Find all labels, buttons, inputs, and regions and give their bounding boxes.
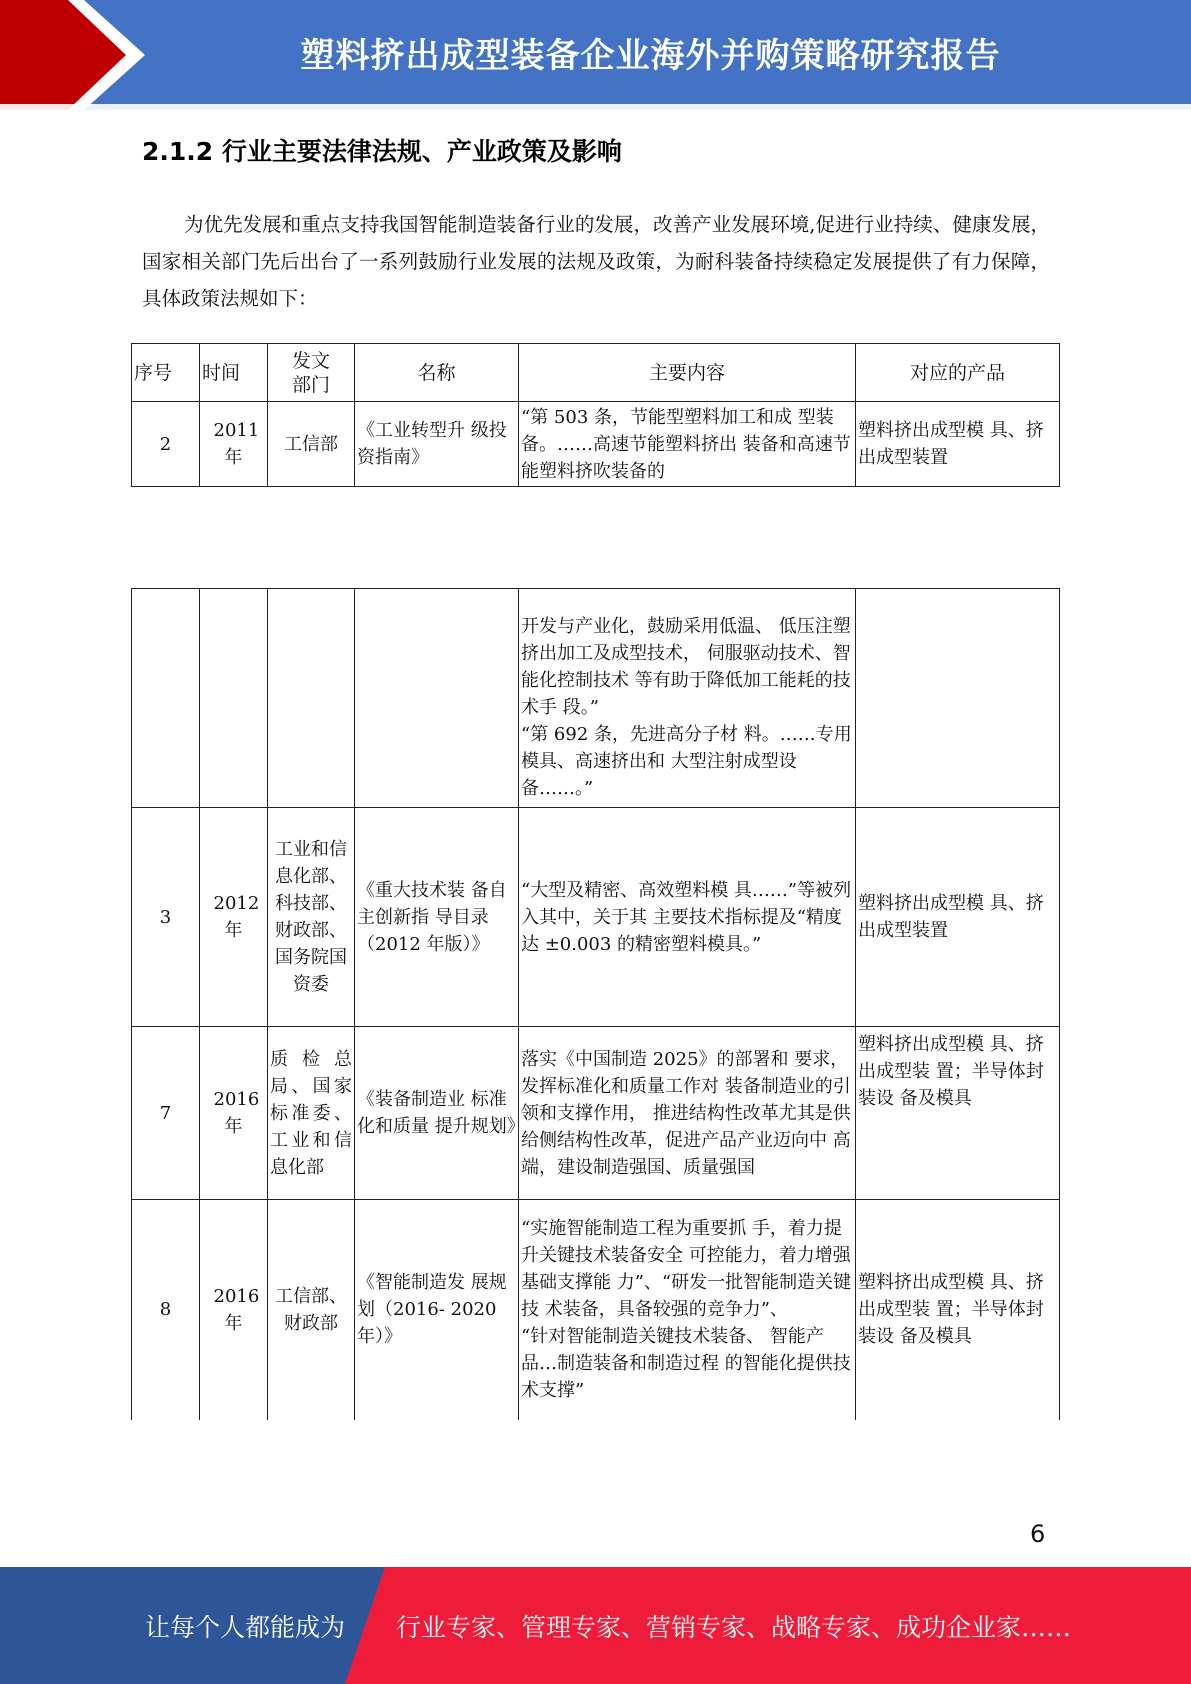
cell-time-text: 2011年 [213, 420, 260, 468]
header-content: 主要内容 [519, 344, 856, 402]
footer-slogan-left: 让每个人都能成为 [145, 1612, 346, 1642]
cell-name: 《智能制造发 展规划（2016- 2020 年）》 [355, 1200, 519, 1420]
cell-time-text: 2016年 [213, 1285, 260, 1334]
cell-no: 7 [132, 1027, 200, 1200]
cell-name: 《装备制造业 标准化和质量 提升规划》 [355, 1027, 519, 1200]
cell-dept: 质检总局、国家标准委、工业和信 息化部 [268, 1027, 355, 1200]
cell-time [200, 589, 268, 808]
cell-no [132, 589, 200, 808]
cell-content: 开发与产业化，鼓励采用低温、 低压注塑挤出加工及成型技术， 伺服驱动技术、智能化控制技术 等有助于降低加工能耗的技术手 段。” “第 692 条，先进高分子材 料。……专用模具、高速挤出和 大型注射成型设备……。” [519, 589, 856, 808]
table-row [132, 402, 1060, 487]
header-no: 序号 [132, 344, 200, 402]
cell-time [200, 1027, 268, 1200]
header-time: 时间 [200, 344, 268, 402]
cell-product: 塑料挤出成型模 具、挤出成型装 置；半导体封装设 备及模具 [856, 1200, 1060, 1420]
cell-name [355, 589, 519, 808]
section-heading: 2.1.2 行业主要法律法规、产业政策及影响 [142, 137, 622, 166]
cell-no: 3 [132, 808, 200, 1027]
cell-content: “大型及精密、高效塑料模 具……”等被列入其中，关于其 主要技术指标提及“精度达 ±0.003 的精密塑料模具。” [519, 808, 856, 1027]
cell-name: 《重大技术装 备自主创新指 导目录（2012 年版）》 [355, 808, 519, 1027]
cell-time [200, 1200, 268, 1420]
cell-product: 塑料挤出成型模 具、挤出成型装置 [856, 808, 1060, 1027]
cell-product: 塑料挤出成型模 具、挤出成型装置 [856, 402, 1060, 487]
cell-time-text: 2012年 [213, 893, 260, 941]
report-title: 塑料挤出成型装备企业海外并购策略研究报告 [300, 35, 1001, 76]
cell-dept: 工信部 [268, 402, 355, 487]
cell-content: “第 503 条，节能型塑料加工和成 型装备。……高速节能塑料挤出 装备和高速节能塑料挤吹装备的 [519, 402, 856, 487]
cell-time-text: 2016年 [213, 1089, 260, 1137]
report-footer [0, 1567, 1191, 1684]
cell-time [200, 402, 268, 487]
table-row [132, 1200, 1060, 1420]
table-row [132, 808, 1060, 1027]
table-row [132, 1027, 1060, 1200]
header-dept [268, 344, 355, 402]
cell-content: “实施智能制造工程为重要抓 手，着力提升关键技术装备安全 可控能力，着力增强基础支撑能 力”、“研发一批智能制造关键技 术装备，具备较强的竞争力”、 “针对智能制造关键技术装备、 智能产品…制造装备和制造过程 的智能化提供技术支撑” [519, 1200, 856, 1420]
header-dept-text: 发文部门 [291, 349, 330, 396]
cell-product: 塑料挤出成型模 具、挤出成型装 置；半导体封装设 备及模具 [856, 1027, 1060, 1200]
page-number: 6 [1030, 1520, 1046, 1548]
cell-content: 落实《中国制造 2025》的部署和 要求，发挥标准化和质量工作对 装备制造业的引领和支撑作用， 推进结构性改革尤其是供给侧结构性改革，促进产品产业迈向中 高端，建设制造强国、质量强国 [519, 1027, 856, 1200]
cell-dept: 工信部、财政部 [268, 1200, 355, 1420]
policy-table-part-2 [131, 588, 1060, 1420]
cell-product [856, 589, 1060, 808]
footer-slogan-right: 行业专家、管理专家、营销专家、战略专家、成功企业家…… [396, 1612, 1072, 1642]
report-header [0, 0, 1191, 110]
cell-dept: 工业和信息化部、科技部、财政部、国务院国资委 [268, 808, 355, 1027]
header-product: 对应的产品 [856, 344, 1060, 402]
cell-no: 8 [132, 1200, 200, 1420]
cell-dept [268, 589, 355, 808]
table-header-row [132, 344, 1060, 402]
table-row [132, 589, 1060, 808]
cell-name: 《工业转型升 级投资指南》 [355, 402, 519, 487]
policy-table-part-1 [131, 343, 1060, 487]
cell-no: 2 [132, 402, 200, 487]
header-name: 名称 [355, 344, 519, 402]
cell-time [200, 808, 268, 1027]
intro-paragraph: 为优先发展和重点支持我国智能制造装备行业的发展，改善产业发展环境,促进行业持续、健康发展，国家相关部门先后出台了一系列鼓励行业发展的法规及政策，为耐科装备持续稳定发展提供了有力保障，具体政策法规如下： [142, 213, 1050, 310]
